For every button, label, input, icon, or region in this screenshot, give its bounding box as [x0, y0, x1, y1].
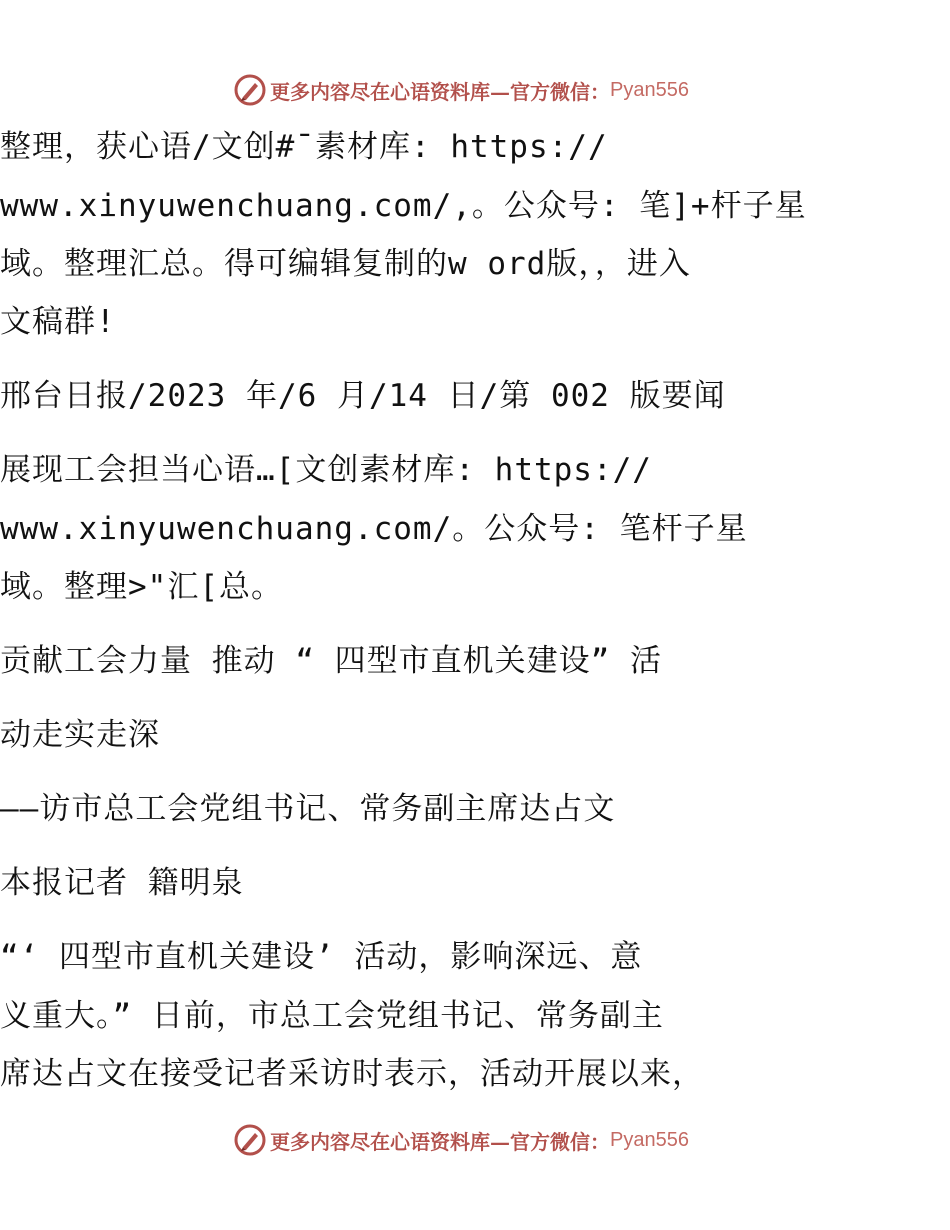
body-line: 义重大。” 日前，市总工会党组书记、常务副主	[0, 998, 664, 1034]
paragraph-line: 整理，获心语/文创#¯素材库: https://	[0, 129, 608, 165]
paragraph-line: www.xinyuwenchuang.com/,。公众号: 笔]+杆子星	[0, 188, 807, 224]
watermark-text: 更多内容尽在心语资料库—官方微信：	[270, 1129, 610, 1154]
watermark-text: 更多内容尽在心语资料库—官方微信：	[270, 79, 610, 104]
watermark-wechat-id: Pyan556	[610, 78, 689, 101]
headline-line: 贡献工会力量 推动 “ 四型市直机关建设” 活	[0, 643, 662, 679]
paragraph-line: www.xinyuwenchuang.com/。公众号: 笔杆子星	[0, 511, 748, 547]
headline-line: 动走实走深	[0, 717, 160, 753]
paragraph-line: 文稿群!	[0, 304, 116, 340]
body-line: “‘ 四型市直机关建设’ 活动，影响深远、意	[0, 939, 643, 975]
watermark-wechat-id: Pyan556	[610, 1128, 689, 1151]
paragraph-line: 域。整理>"汇[总。	[0, 569, 283, 605]
subheadline-line: ——访市总工会党组书记、常务副主席达占文	[0, 791, 616, 827]
paragraph-line: 展现工会担当心语…[文创素材库: https://	[0, 452, 652, 488]
watermark-banner-top	[234, 70, 714, 110]
pen-logo-icon	[234, 74, 266, 106]
watermark-banner-bottom	[234, 1120, 714, 1160]
paper-source-line: 邢台日报/2023 年/6 月/14 日/第 002 版要闻	[0, 378, 726, 414]
paragraph-line: 域。整理汇总。得可编辑复制的w ord版，，进入	[0, 246, 691, 282]
body-line: 席达占文在接受记者采访时表示，活动开展以来，	[0, 1056, 704, 1092]
pen-logo-icon	[234, 1124, 266, 1156]
byline: 本报记者 籍明泉	[0, 865, 244, 901]
